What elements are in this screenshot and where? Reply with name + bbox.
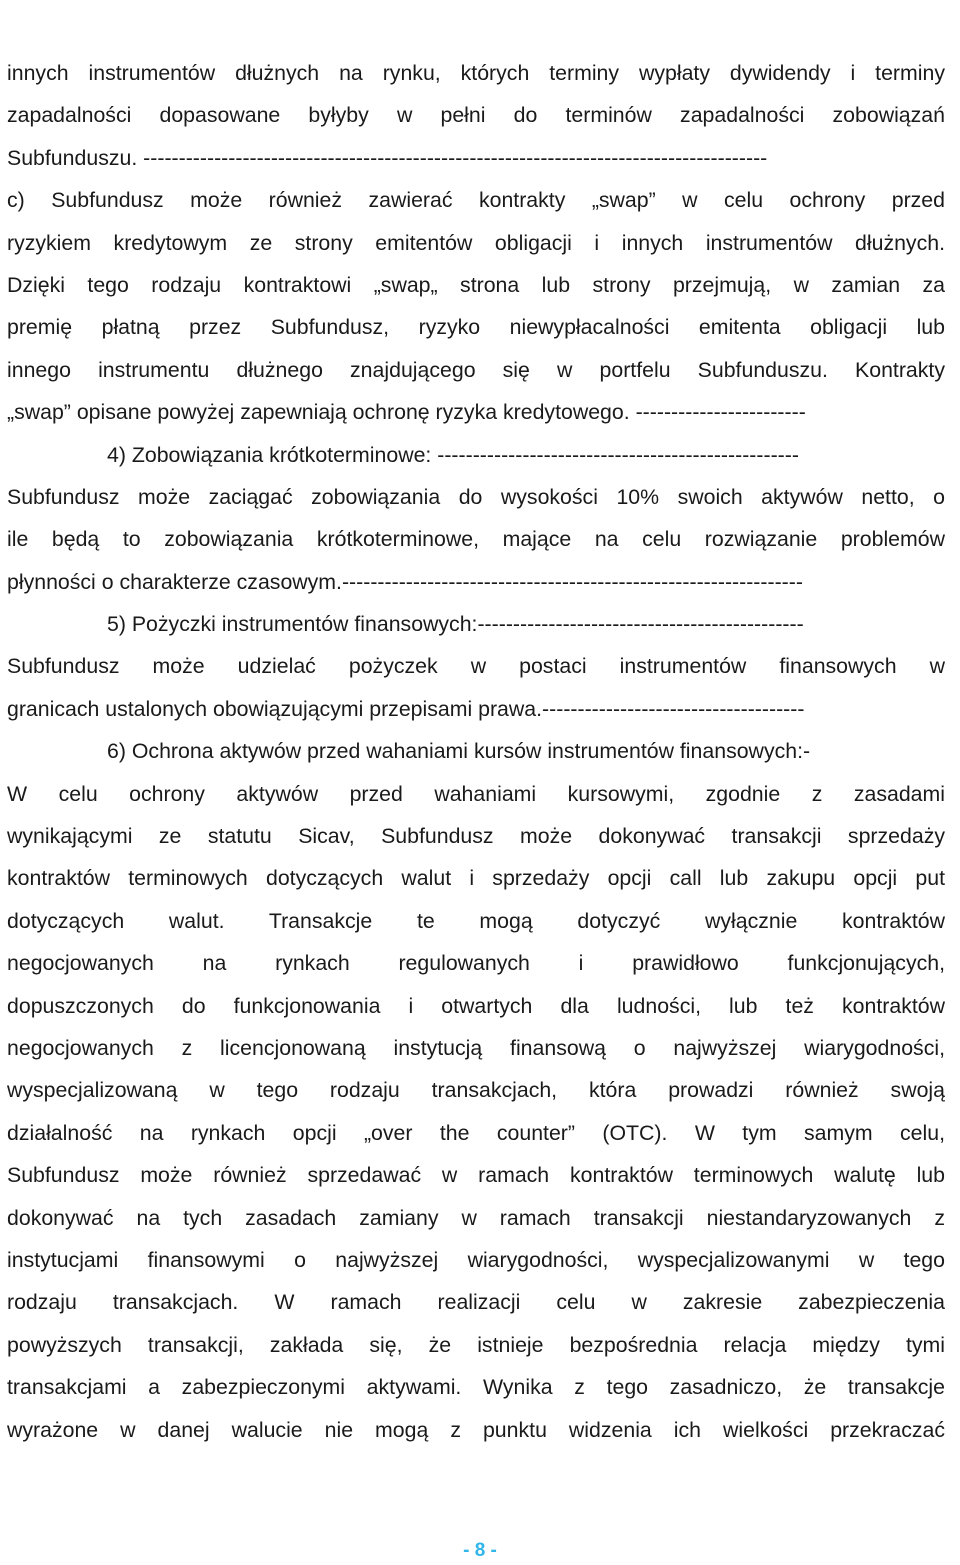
text-line: Subfundusz może udzielać pożyczek w postaci instrumentów finansowych w [7,654,945,679]
text-line: powyższych transakcji, zakłada się, że istnieje bezpośrednia relacja między tymi [7,1332,945,1357]
text-line: wyrażone w danej walucie nie mogą z punktu widzenia ich wielkości przekraczać [7,1417,945,1442]
text-line: dokonywać na tych zasadach zamiany w ramach transakcji niestandaryzowanych z [7,1205,945,1230]
text-line: dopuszczonych do funkcjonowania i otwartych dla ludności, lub też kontraktów [7,993,945,1018]
text-line: granicach ustalonych obowiązującymi przepisami prawa.------------------------------------- [7,696,805,721]
text-line: działalność na rynkach opcji „over the counter” (OTC). W tym samym celu, [7,1120,945,1145]
text-line: kontraktów terminowych dotyczących walut i sprzedaży opcji call lub zakupu opcji put [7,866,945,891]
text-line: instytucjami finansowymi o najwyższej wiarygodności, wyspecjalizowanymi w tego [7,1247,945,1272]
text-line: Subfundusz może również sprzedawać w ramach kontraktów terminowych walutę lub [7,1163,945,1188]
text-line: rodzaju transakcjach. W ramach realizacji celu w zakresie zabezpieczenia [7,1290,945,1315]
page-number: - 8 - [463,1540,497,1561]
text-line: ryzykiem kredytowym ze strony emitentów obligacji i innych instrumentów dłużnych. [7,230,945,255]
text-line: innego instrumentu dłużnego znajdującego się w portfelu Subfunduszu. Kontrakty [7,357,945,382]
text-line: zapadalności dopasowane byłyby w pełni do terminów zapadalności zobowiązań [7,103,945,128]
section-heading: 5) Pożyczki instrumentów finansowych:---------------------------------------------- [107,612,804,637]
text-line: c) Subfundusz może również zawierać kontrakty „swap” w celu ochrony przed [7,188,945,213]
text-line: wyspecjalizowaną w tego rodzaju transakcjach, która prowadzi również swoją [7,1078,945,1103]
text-line: wynikającymi ze statutu Sicav, Subfundusz może dokonywać transakcji sprzedaży [7,824,945,849]
text-line: Subfundusz może zaciągać zobowiązania do wysokości 10% swoich aktywów netto, o [7,484,945,509]
text-line: innych instrumentów dłużnych na rynku, których terminy wypłaty dywidendy i terminy [7,61,945,85]
text-line: transakcjami a zabezpieczonymi aktywami. Wynika z tego zasadniczo, że transakcje [7,1375,945,1400]
text-line: Subfunduszu. ---------------------------------------------------------------------------------------- [7,145,768,170]
text-line: ile będą to zobowiązania krótkoterminowe, mające na celu rozwiązanie problemów [7,527,945,552]
text-line: W celu ochrony aktywów przed wahaniami kursowymi, zgodnie z zasadami [7,781,945,806]
section-heading: 4) Zobowiązania krótkoterminowe: --------------------------------------------------- [107,442,799,467]
document-body [7,52,945,1451]
text-line: dotyczących walut. Transakcje te mogą dotyczyć wyłącznie kontraktów [7,908,945,933]
text-line: „swap” opisane powyżej zapewniają ochronę ryzyka kredytowego. ------------------------ [7,400,806,425]
text-line: negocjowanych z licencjonowaną instytucją finansową o najwyższej wiarygodności, [7,1035,945,1060]
text-line: premię płatną przez Subfundusz, ryzyko niewypłacalności emitenta obligacji lub [7,315,945,340]
text-line: płynności o charakterze czasowym.----------------------------------------------------------------- [7,569,803,594]
text-line: Dzięki tego rodzaju kontraktowi „swap„ strona lub strony przejmują, w zamian za [7,272,945,297]
text-line: negocjowanych na rynkach regulowanych i prawidłowo funkcjonujących, [7,951,945,976]
section-heading: 6) Ochrona aktywów przed wahaniami kursów instrumentów finansowych:- [107,739,811,764]
